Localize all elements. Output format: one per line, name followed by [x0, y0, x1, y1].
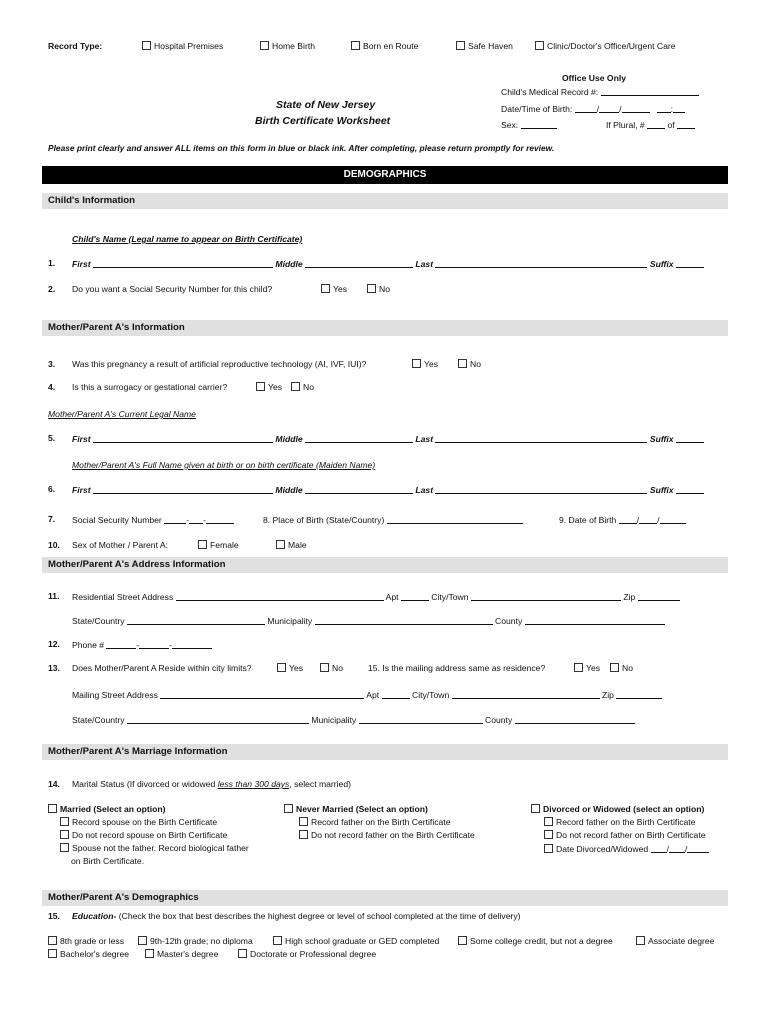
q2-no[interactable]: No: [367, 284, 390, 294]
checkbox-icon[interactable]: [276, 540, 285, 549]
checkbox-icon[interactable]: [458, 936, 467, 945]
married-sub-1[interactable]: Record spouse on the Birth Certificate: [60, 817, 217, 827]
q1-number: 1.: [48, 258, 56, 268]
office-use-title: Office Use Only: [562, 73, 626, 83]
demographics-banner: DEMOGRAPHICS: [42, 166, 728, 184]
checkbox-icon[interactable]: [351, 41, 360, 50]
checkbox-icon[interactable]: [48, 936, 57, 945]
q15-edu-number: 15.: [48, 911, 60, 921]
q13-text: Does Mother/Parent A Reside within city limits?: [72, 663, 252, 673]
checkbox-icon[interactable]: [299, 817, 308, 826]
edu-associate[interactable]: Associate degree: [636, 936, 714, 946]
checkbox-icon[interactable]: [456, 41, 465, 50]
q13-no[interactable]: No: [320, 663, 343, 673]
sex-male[interactable]: Male: [276, 540, 307, 550]
divorced-sub-2[interactable]: Do not record father on Birth Certificate: [544, 830, 706, 840]
q13-number: 13.: [48, 663, 60, 673]
checkbox-icon[interactable]: [636, 936, 645, 945]
checkbox-icon[interactable]: [198, 540, 207, 549]
record-type-enroute[interactable]: Born en Route: [351, 41, 418, 51]
maiden-name-heading: Mother/Parent A's Full Name given at birth or on birth certificate (Maiden Name): [72, 460, 376, 470]
record-type-hospital[interactable]: Hospital Premises: [142, 41, 223, 51]
record-type-safe-haven[interactable]: Safe Haven: [456, 41, 513, 51]
checkbox-icon[interactable]: [48, 949, 57, 958]
street-input[interactable]: [176, 591, 384, 601]
checkbox-icon[interactable]: [291, 382, 300, 391]
divorced-sub-1[interactable]: Record father on the Birth Certificate: [544, 817, 695, 827]
q10-number: 10.: [48, 540, 60, 550]
checkbox-icon[interactable]: [48, 804, 57, 813]
mailing-apt-input[interactable]: [382, 689, 410, 699]
checkbox-icon[interactable]: [60, 817, 69, 826]
married-sub-2[interactable]: Do not record spouse on Birth Certificate: [60, 830, 227, 840]
q11-number: 11.: [48, 591, 60, 601]
instructions: Please print clearly and answer ALL items on this form in blue or black ink. After completing, please return promptly for review.: [48, 143, 555, 153]
maiden-first-input[interactable]: [93, 484, 273, 494]
municipality-input[interactable]: [315, 615, 493, 625]
mother-middle-input[interactable]: [305, 433, 413, 443]
edu-8th[interactable]: 8th grade or less: [48, 936, 124, 946]
checkbox-icon[interactable]: [531, 804, 540, 813]
datetime-field: Date/Time of Birth: / / :: [501, 103, 685, 114]
checkbox-icon[interactable]: [320, 663, 329, 672]
checkbox-icon[interactable]: [256, 382, 265, 391]
state-title: State of New Jersey: [276, 99, 376, 111]
checkbox-icon[interactable]: [145, 949, 154, 958]
checkbox-icon[interactable]: [299, 830, 308, 839]
checkbox-icon[interactable]: [273, 936, 282, 945]
edu-bachelor[interactable]: Bachelor's degree: [48, 949, 129, 959]
city-input[interactable]: [471, 591, 621, 601]
mailing-county-input[interactable]: [515, 714, 635, 724]
plural-field: If Plural, # of: [606, 119, 695, 130]
checkbox-icon[interactable]: [142, 41, 151, 50]
checkbox-icon[interactable]: [367, 284, 376, 293]
checkbox-icon[interactable]: [138, 936, 147, 945]
section-marriage: Mother/Parent A's Marriage Information: [42, 744, 728, 760]
q4-number: 4.: [48, 382, 56, 392]
form-title: Birth Certificate Worksheet: [255, 115, 391, 127]
checkbox-icon[interactable]: [60, 843, 69, 852]
record-type-label: Record Type:: [48, 41, 103, 51]
q14-number: 14.: [48, 779, 60, 789]
checkbox-icon[interactable]: [610, 663, 619, 672]
q3-text: Was this pregnancy a result of artificial reproductive technology (AI, IVF, IUI)?: [72, 359, 367, 369]
q2-text: Do you want a Social Security Number for this child?: [72, 284, 273, 294]
q2-number: 2.: [48, 284, 56, 294]
apt-input[interactable]: [401, 591, 429, 601]
checkbox-icon[interactable]: [284, 804, 293, 813]
mailing-row: Mailing Street Address Apt City/Town Zip: [72, 689, 662, 700]
record-type-clinic[interactable]: Clinic/Doctor's Office/Urgent Care: [535, 41, 676, 51]
checkbox-icon[interactable]: [277, 663, 286, 672]
q10-text: Sex of Mother / Parent A:: [72, 540, 169, 550]
maiden-suffix-input[interactable]: [676, 484, 704, 494]
q4-yes[interactable]: Yes: [256, 382, 282, 392]
checkbox-icon[interactable]: [321, 284, 330, 293]
mailing-municipality-input[interactable]: [359, 714, 483, 724]
edu-master[interactable]: Master's degree: [145, 949, 218, 959]
never-married-option[interactable]: Never Married (Select an option): [284, 804, 428, 814]
divorced-option[interactable]: Divorced or Widowed (select an option): [531, 804, 704, 814]
child-suffix-input[interactable]: [676, 258, 704, 268]
edu-doctorate[interactable]: Doctorate or Professional degree: [238, 949, 376, 959]
q15-mailing-text: 15. Is the mailing address same as residence?: [368, 663, 546, 673]
mailing-city-input[interactable]: [452, 689, 600, 699]
q14-text: Marital Status (If divorced or widowed less than 300 days, select married): [72, 779, 351, 789]
county-input[interactable]: [525, 615, 665, 625]
residence-row: Residential Street Address Apt City/Town Zip: [72, 591, 680, 602]
checkbox-icon[interactable]: [535, 41, 544, 50]
checkbox-icon[interactable]: [458, 359, 467, 368]
mother-legal-name-row: First Middle Last Suffix: [72, 433, 704, 444]
edu-9-12[interactable]: 9th-12th grade; no diploma: [138, 936, 253, 946]
mailing-yes[interactable]: Yes: [574, 663, 600, 673]
q3-yes[interactable]: Yes: [412, 359, 438, 369]
state-input[interactable]: [127, 615, 265, 625]
child-name-heading: Child's Name (Legal name to appear on Birth Certificate): [72, 234, 303, 244]
child-last-input[interactable]: [435, 258, 647, 268]
zip-input[interactable]: [638, 591, 680, 601]
q13-yes[interactable]: Yes: [277, 663, 303, 673]
checkbox-icon[interactable]: [544, 844, 553, 853]
q6-number: 6.: [48, 484, 56, 494]
checkbox-icon[interactable]: [544, 830, 553, 839]
q5-number: 5.: [48, 433, 56, 443]
ssn-field: Social Security Number - -: [72, 514, 234, 525]
mailing-street-input[interactable]: [160, 689, 364, 699]
mailing-row-2: State/Country Municipality County: [72, 714, 635, 725]
q2-yes[interactable]: Yes: [321, 284, 347, 294]
child-middle-input[interactable]: [305, 258, 413, 268]
mailing-state-input[interactable]: [127, 714, 309, 724]
child-first-input[interactable]: [93, 258, 273, 268]
section-mother-demographics: Mother/Parent A's Demographics: [42, 890, 728, 906]
legal-name-heading: Mother/Parent A's Current Legal Name: [48, 409, 196, 419]
record-type-home[interactable]: Home Birth: [260, 41, 315, 51]
q3-no[interactable]: No: [458, 359, 481, 369]
never-sub-2[interactable]: Do not record father on the Birth Certificate: [299, 830, 475, 840]
checkbox-icon[interactable]: [60, 830, 69, 839]
edu-some-college[interactable]: Some college credit, but not a degree: [458, 936, 613, 946]
q4-text: Is this a surrogacy or gestational carrier?: [72, 382, 228, 392]
married-option[interactable]: Married (Select an option): [48, 804, 166, 814]
maiden-last-input[interactable]: [435, 484, 647, 494]
mailing-zip-input[interactable]: [616, 689, 662, 699]
mother-suffix-input[interactable]: [676, 433, 704, 443]
never-sub-1[interactable]: Record father on the Birth Certificate: [299, 817, 450, 827]
q12-number: 12.: [48, 639, 60, 649]
medical-record-field: Child's Medical Record #:: [501, 86, 699, 97]
checkbox-icon[interactable]: [238, 949, 247, 958]
checkbox-icon[interactable]: [412, 359, 421, 368]
section-mother: Mother/Parent A's Information: [42, 320, 728, 336]
checkbox-icon[interactable]: [260, 41, 269, 50]
sex-field: Sex:: [501, 119, 557, 130]
child-name-row: First Middle Last Suffix: [72, 258, 704, 269]
place-of-birth-field: 8. Place of Birth (State/Country): [263, 514, 523, 525]
education-question: Education- (Check the box that best describes the highest degree or level of school completed at the time of delivery): [72, 911, 521, 921]
maiden-middle-input[interactable]: [305, 484, 413, 494]
q4-no[interactable]: No: [291, 382, 314, 392]
mother-last-input[interactable]: [435, 433, 647, 443]
phone-field: Phone # - -: [72, 639, 212, 650]
mailing-no[interactable]: No: [610, 663, 633, 673]
date-of-birth-field: 9. Date of Birth / /: [559, 514, 686, 525]
divorced-sub-3[interactable]: Date Divorced/Widowed / /: [544, 843, 709, 854]
q3-number: 3.: [48, 359, 56, 369]
mother-first-input[interactable]: [93, 433, 273, 443]
section-address: Mother/Parent A's Address Information: [42, 557, 728, 573]
maiden-name-row: First Middle Last Suffix: [72, 484, 704, 495]
married-sub-3-cont: on Birth Certificate.: [71, 856, 145, 866]
q7-number: 7.: [48, 514, 56, 524]
checkbox-icon[interactable]: [544, 817, 553, 826]
checkbox-icon[interactable]: [574, 663, 583, 672]
married-sub-3[interactable]: Spouse not the father. Record biological father: [60, 843, 249, 853]
section-child: Child's Information: [42, 193, 728, 209]
residence-row-2: State/Country Municipality County: [72, 615, 665, 626]
sex-female[interactable]: Female: [198, 540, 239, 550]
edu-high-school[interactable]: High school graduate or GED completed: [273, 936, 439, 946]
